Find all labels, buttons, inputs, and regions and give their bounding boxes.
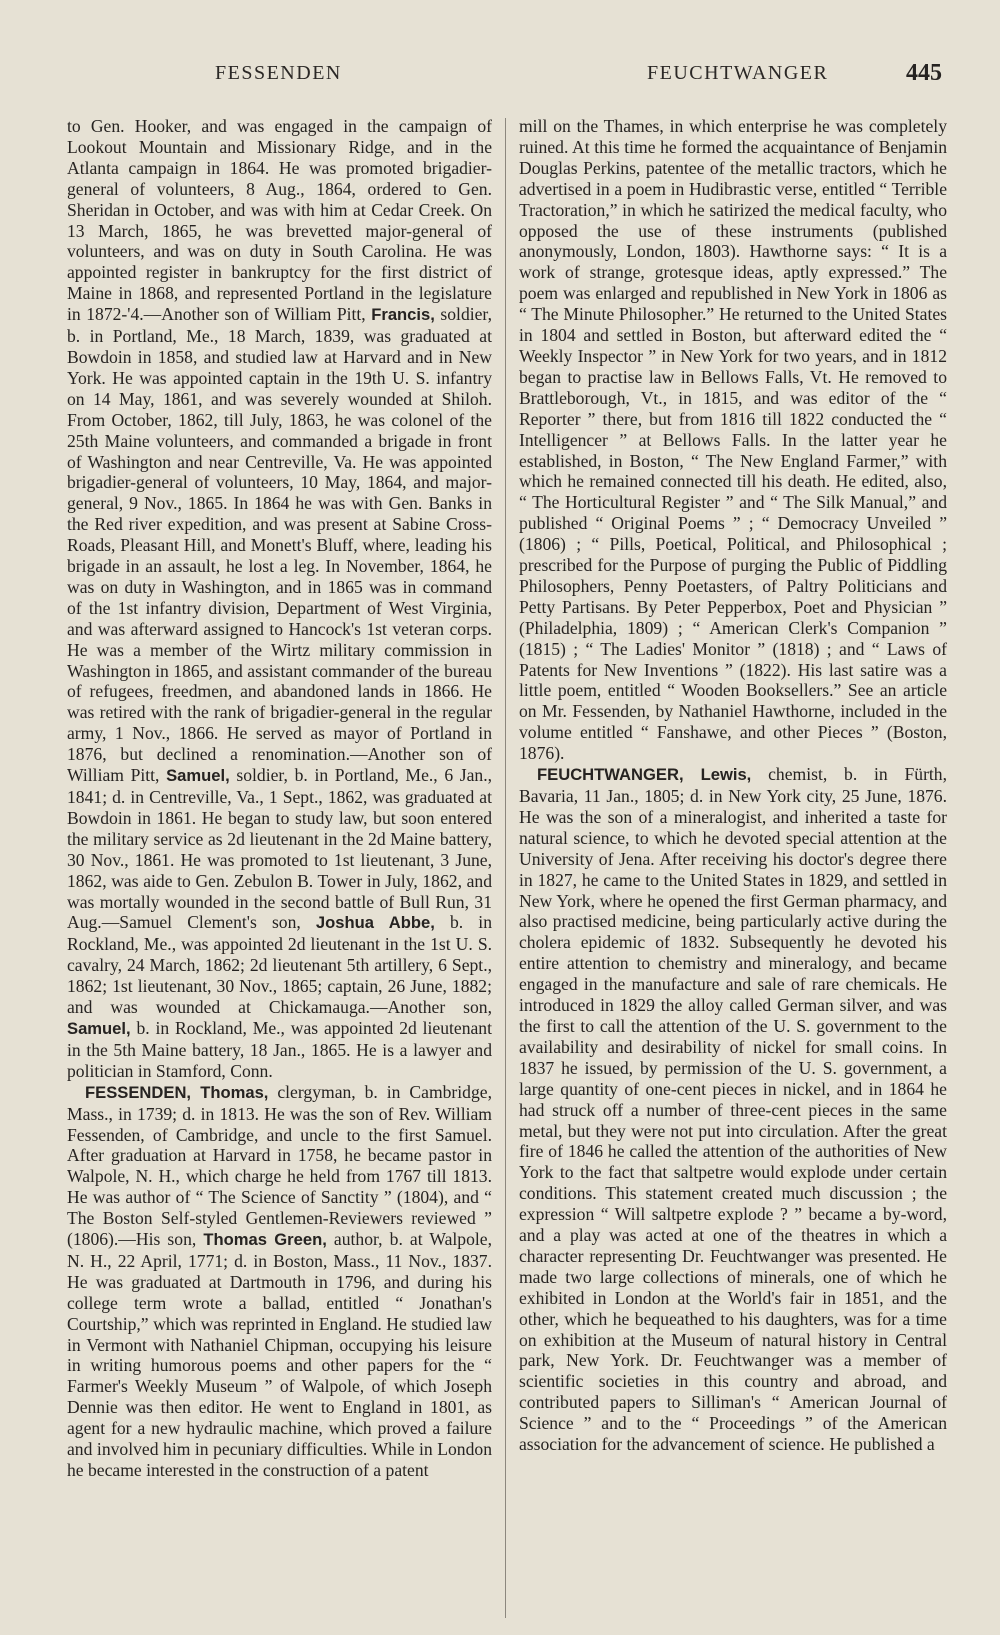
- column-paragraph: [67, 116, 492, 1082]
- body-text: b. in Rockland, Me., was appointed 2d lieutenant in the 5th Maine battery, 18 Jan., 1865. He is a lawyer and politician in Stamford, Conn.: [67, 1017, 492, 1081]
- page-number: 445: [906, 60, 942, 86]
- column-rule: [505, 118, 506, 1618]
- body-text: author, b. at Walpole, N. H., 22 April, 1771; d. in Boston, Mass., 11 Nov., 1837. He was graduated at Dartmouth in 1796, and during his college term wrote a ballad, entitled “ Jonathan's Courtship,” which was reprinted in England. He studied law in Vermont with Nathaniel Chipman, occupying his leisure in writing humorous poems and other papers for the “ Farmer's Weekly Museum ” of Walpole, of which Joseph Dennie was then editor. He went to England in 1801, as agent for a new hydraulic machine, which proved a failure and involved him in pecuniary difficulties. While in London he became interested in the construction of a patent: [67, 1229, 492, 1480]
- body-text: clergyman, b. in Cambridge, Mass., in 1739; d. in 1813. He was the son of Rev. William Fessenden, of Cambridge, and uncle to the first Samuel. After graduation at Harvard in 1758, he became pastor in Walpole, N. H., which charge he held from 1767 till 1813. He was author of “ The Science of Sanctity ” (1804), and “ The Boston Self-styled Gentlemen-Reviewers reviewed ” (1806).—His son,: [67, 1081, 492, 1250]
- entry-heading: FEUCHTWANGER, Lewis,: [537, 765, 752, 785]
- body-text: mill on the Thames, in which enterprise he was completely ruined. At this time he formed the acquaintance of Benjamin Douglas Perkins, patentee of the metallic tractors, which he advertised in a poem in Hudibrastic verse, entitled “ Terrible Tractoration,” in which he satirized the medical faculty, who opposed the use of these instruments (published anonymously, London, 1803). Hawthorne says: “ It is a work of strange, grotesque ideas, aptly expressed.” The poem was enlarged and republished in New York in 1806 as “ The Minute Philosopher.” He returned to the United States in 1804 and settled in Boston, but afterward edited the “ Weekly Inspector ” in New York for two years, and in 1812 began to practise law in Bellows Falls, Vt. He removed to Brattleborough, Vt., in 1815, and was editor of the “ Reporter ” there, but from 1816 till 1822 conducted the “ Intelligencer ” at Bellows Falls. In the latter year he established, in Boston, “ The New England Farmer,” with which he remained connected till his death. He edited, also, “ The Horticultural Register ” and “ The Silk Manual,” and published “ Original Poems ” ; “ Democracy Unveiled ” (1806) ; “ Pills, Poetical, Political, and Philosophical ; prescribed for the Purpose of purging the Public of Piddling Philosophers, Penny Poetasters, of Paltry Politicians and Petty Partisans. By Peter Pepperbox, Poet and Physician ” (Philadelphia, 1809) ; “ American Clerk's Companion ” (1815) ; “ The Ladies' Monitor ” (1818) ; and “ Laws of Patents for New Inventions ” (1822). His last satire was a little poem, entitled “ Wooden Booksellers.” See an article on Mr. Fessenden, by Nathaniel Hawthorne, included in the volume entitled “ Fanshawe, and other Pieces ” (Boston, 1876).: [519, 116, 947, 764]
- left-column: [67, 116, 492, 1621]
- running-head-right: FEUCHTWANGER: [647, 62, 829, 84]
- body-text: soldier, b. in Portland, Me., 18 March, 1839, was graduated at Bowdoin in 1858, and studied law at Harvard and in New York. He was appointed captain in the 19th U. S. infantry on 14 May, 1861, and was severely wounded at Shiloh. From October, 1862, till July, 1863, he was colonel of the 25th Maine volunteers, and commanded a brigade in front of Washington and near Centreville, Va. He was appointed brigadier-general of volunteers, 10 May, 1864, and major-general, 9 Nov., 1865. In 1864 he was with Gen. Banks in the Red river expedition, and was present at Sabine Cross-Roads, Pleasant Hill, and Monett's Bluff, where, leading his brigade in an assault, he lost a leg. In November, 1864, he was on duty in Washington, and in 1865 was in command of the 1st infantry division, Department of West Virginia, and was afterward assigned to Hancock's 1st veteran corps. He was a member of the Wirtz military commission in Washington in 1865, and assistant commander of the bureau of refugees, freedmen, and abandoned lands in 1866. He was retired with the rank of brigadier-general in the regular army, 1 Nov., 1866. He served as mayor of Portland in 1876, but declined a renomination.—Another son of William Pitt,: [67, 304, 492, 786]
- column-paragraph: [519, 116, 947, 764]
- entry-heading: Thomas Green,: [203, 1230, 327, 1250]
- body-text: chemist, b. in Fürth, Bavaria, 11 Jan., 1805; d. in New York city, 25 June, 1876. He was the son of a mineralogist, and inherited a taste for natural science, to which he devoted special attention at the University of Jena. After receiving his doctor's degree there in 1827, he came to the United States in 1829, and settled in New York, where he opened the first German pharmacy, and also practised medicine, being particularly active during the cholera epidemic of 1832. Subsequently he devoted his entire attention to chemistry and mineralogy, and became engaged in the manufacture and sale of rare chemicals. He introduced in 1829 the alloy called German silver, and was the first to call the attention of the U. S. government to the availability and desirability of nickel for small coins. In 1837 he issued, by permission of the U. S. government, a large quantity of one-cent pieces in nickel, and in 1864 he had struck off a number of three-cent pieces in the same metal, but they were not put into circulation. After the great fire of 1846 he called the attention of the authorities of New York to the fact that saltpetre would explode under certain conditions. This statement created much discussion ; the expression “ Will saltpetre explode ? ” became a by-word, and a play was acted at one of the theatres in which a character representing Dr. Feuchtwanger was presented. He made two large collections of minerals, one of which he exhibited in London at the World's fair in 1851, and the other, which he bequeathed to his daughters, was for a time on exhibition at the Museum of natural history in Central park, New York. Dr. Feuchtwanger was a member of scientific societies in this country and abroad, and contributed papers to Silliman's “ American Journal of Science ” and to the “ Proceedings ” of the American association for the advancement of science. He published a: [519, 764, 947, 1455]
- entry-heading: Samuel,: [166, 766, 230, 786]
- body-text: b. in Rockland, Me., was appointed 2d lieutenant in the 1st U. S. cavalry, 24 March, 1862; 2d lieutenant 5th artillery, 6 Sept., 1862; 1st lieutenant, 30 Nov., 1865; captain, 26 June, 1882; and was wounded at Chickamauga.—Another son,: [67, 912, 492, 1018]
- body-text: soldier, b. in Portland, Me., 6 Jan., 1841; d. in Centreville, Va., 1 Sept., 1862, was graduated at Bowdoin in 1861. He began to study law, but soon entered the military service as 2d lieutenant in the 2d Maine battery, 30 Nov., 1861. He was promoted to 1st lieutenant, 3 June, 1862, was aide to Gen. Zebulon B. Tower in July, 1862, and was mortally wounded in the second battle of Bull Run, 31 Aug.—Samuel Clement's son,: [67, 765, 492, 933]
- entry-heading: Joshua Abbe,: [315, 913, 435, 933]
- right-column: [519, 116, 947, 1621]
- body-text: to Gen. Hooker, and was engaged in the campaign of Lookout Mountain and Missionary Ridge, and in the Atlanta campaign in 1864. He was promoted brigadier-general of volunteers, 8 Aug., 1864, ordered to Gen. Sheridan in October, and was with him at Cedar Creek. On 13 March, 1865, he was brevetted major-general of volunteers, and was on duty in South Carolina. He was appointed register in bankruptcy for the first district of Maine in 1868, and represented Portland in the legislature in 1872-'4.—Another son of William Pitt,: [67, 116, 492, 325]
- running-head-left: FESSENDEN: [215, 62, 342, 84]
- entry-paragraph: [519, 764, 947, 1455]
- entry-heading: FESSENDEN, Thomas,: [85, 1082, 269, 1102]
- entry-heading: Samuel,: [67, 1018, 131, 1038]
- entry-heading: Francis,: [371, 305, 435, 325]
- entry-paragraph: [67, 1082, 492, 1481]
